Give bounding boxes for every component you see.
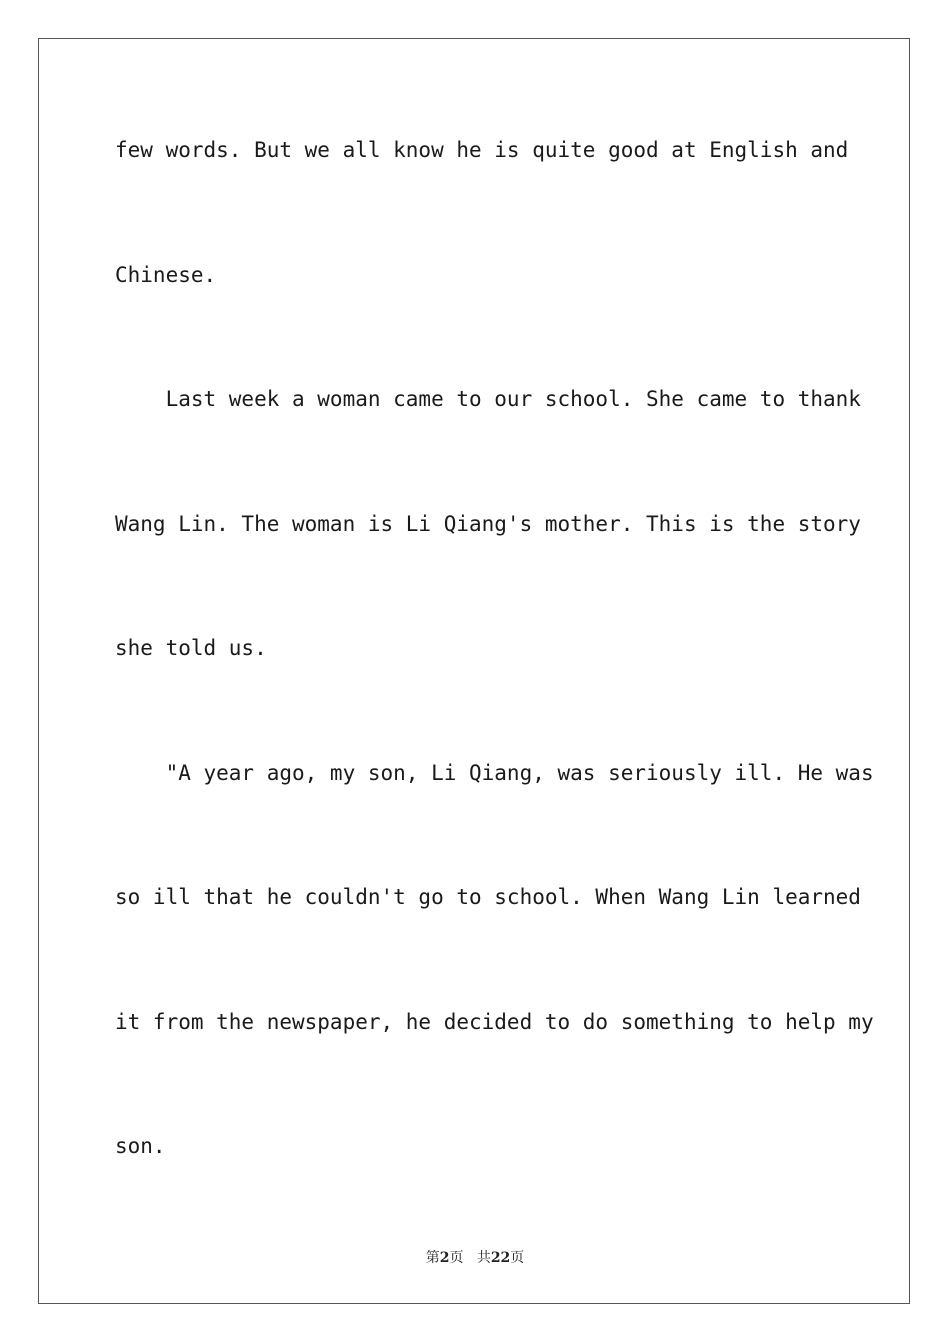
total-prefix: 共: [476, 1250, 491, 1266]
page-suffix: 页: [449, 1250, 464, 1266]
total-pages: 22: [490, 1250, 511, 1266]
page-prefix: 第: [425, 1250, 440, 1266]
text-line-4: Wang Lin. The woman is Li Qiang's mother. This is the story: [115, 512, 861, 536]
text-line-5: she told us.: [115, 636, 267, 660]
text-line-2: Chinese.: [115, 263, 217, 287]
text-line-6: "A year ago, my son, Li Qiang, was seriously ill. He was: [115, 761, 874, 785]
page-footer: [0, 1247, 950, 1267]
text-line-9: son.: [115, 1134, 166, 1158]
text-line-3: Last week a woman came to our school. She came to thank: [115, 387, 861, 411]
text-line-7: so ill that he couldn't go to school. When Wang Lin learned: [115, 885, 861, 909]
text-line-1: few words. But we all know he is quite good at English and: [115, 138, 849, 162]
page-number: 2: [439, 1250, 450, 1266]
page-frame: [38, 38, 910, 1304]
text-line-8: it from the newspaper, he decided to do something to help my: [115, 1010, 874, 1034]
total-suffix: 页: [510, 1250, 525, 1266]
